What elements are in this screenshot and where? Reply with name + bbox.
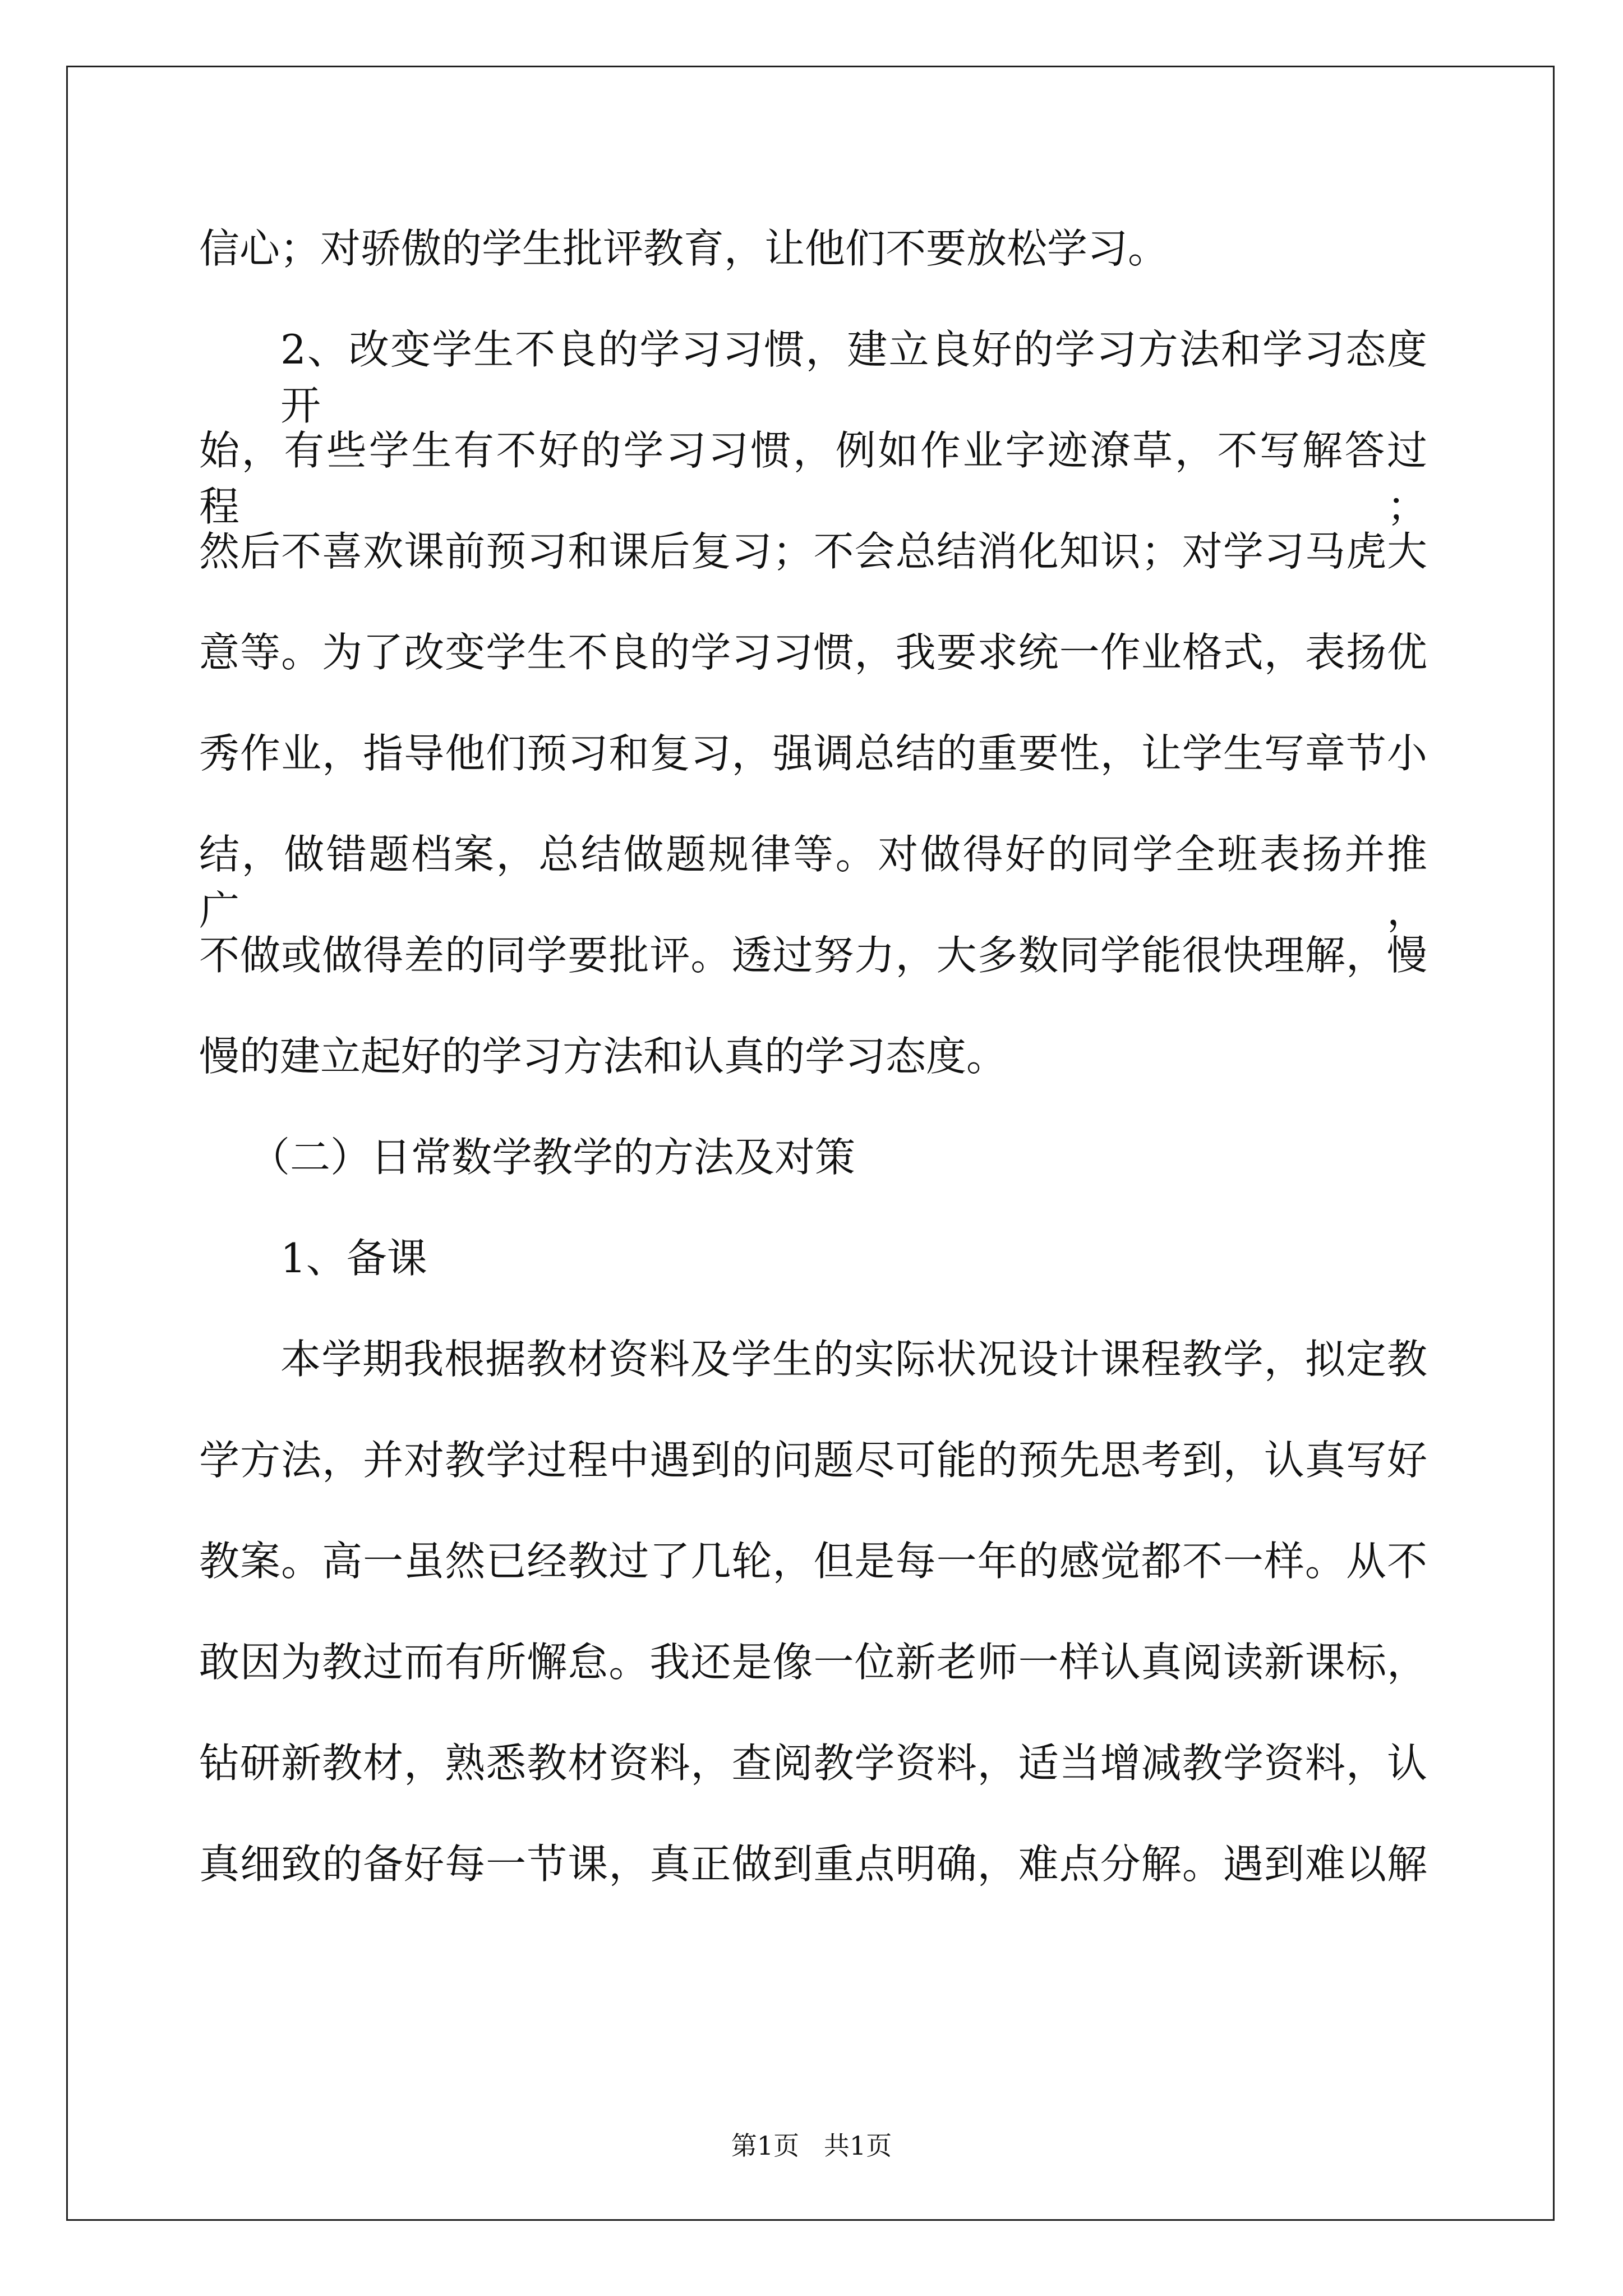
text-line: 秀作业，指导他们预习和复习，强调总结的重要性，让学生写章节小 xyxy=(199,730,1427,777)
text-line: 不做或做得差的同学要批评。透过努力，大多数同学能很快理解，慢 xyxy=(199,932,1427,979)
paragraph-start-line: 2、改变学生不良的学习习惯，建立良好的学习方法和学习态度开 xyxy=(280,326,1427,429)
text-line: 信心；对骄傲的学生批评教育，让他们不要放松学习。 xyxy=(199,225,1169,272)
text-line: 钻研新教材，熟悉教材资料，查阅教学资料，适当增减教学资料，认 xyxy=(199,1740,1427,1787)
page-number-footer: 第1页 共1页 xyxy=(731,2131,892,2161)
text-line: 教案。高一虽然已经教过了几轮，但是每一年的感觉都不一样。从不 xyxy=(199,1538,1427,1585)
paragraph-start-line: 本学期我根据教材资料及学生的实际状况设计课程教学，拟定教 xyxy=(280,1336,1427,1383)
text-line: 然后不喜欢课前预习和课后复习；不会总结消化知识；对学习马虎大 xyxy=(199,528,1427,575)
text-line: 学方法，并对教学过程中遇到的问题尽可能的预先思考到，认真写好 xyxy=(199,1437,1427,1484)
text-line: 真细致的备好每一节课，真正做到重点明确，难点分解。遇到难以解 xyxy=(199,1841,1427,1888)
text-line: 慢的建立起好的学习方法和认真的学习态度。 xyxy=(199,1033,1007,1080)
text-line: 敢因为教过而有所懈怠。我还是像一位新老师一样认真阅读新课标， xyxy=(199,1639,1427,1686)
text-line: 意等。为了改变学生不良的学习习惯，我要求统一作业格式，表扬优 xyxy=(199,629,1427,676)
text-line: 结，做错题档案，总结做题规律等。对做得好的同学全班表扬并推广， xyxy=(199,831,1427,934)
section-heading: （二）日常数学教学的方法及对策 xyxy=(250,1134,856,1181)
subsection-heading: 1、备课 xyxy=(280,1235,427,1282)
text-line: 始，有些学生有不好的学习习惯，例如作业字迹潦草，不写解答过程； xyxy=(199,427,1427,530)
